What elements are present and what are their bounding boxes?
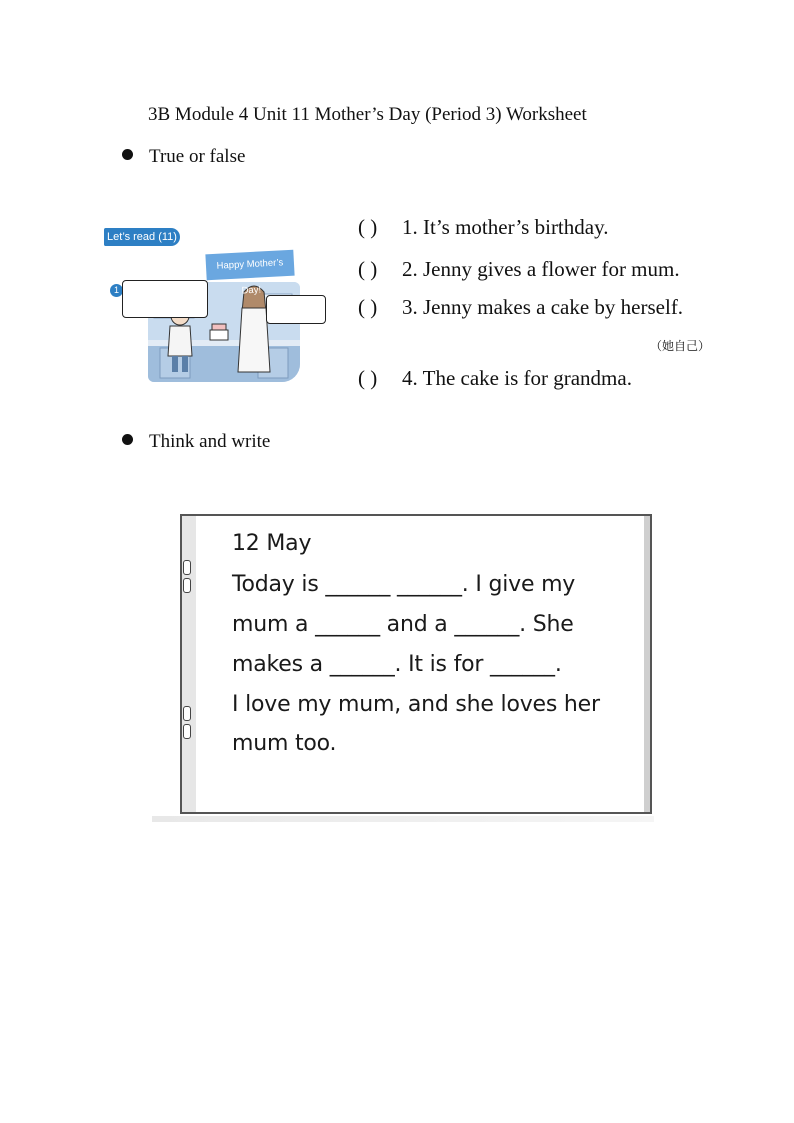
notebook-line: mum a ______ and a ______. She [232,612,574,637]
question-text: 1. It’s mother’s birthday. [402,215,609,239]
binder-ring-icon [183,724,191,739]
notebook-line: makes a ______. It is for ______. [232,652,562,677]
answer-blank[interactable]: ( ) [358,257,378,281]
binder-ring-icon [183,560,191,575]
notebook-shadow [152,816,654,822]
answer-blank[interactable]: ( ) [358,295,378,319]
panel-number: 1 [110,284,123,297]
notebook-line: Today is ______ ______. I give my [232,572,576,597]
notebook-line: mum too. [232,731,337,756]
speech-bubble-blank [266,295,326,324]
section-heading: True or false [149,146,246,167]
lets-read-tag: Let’s read (11) [104,228,180,246]
section-true-or-false [122,146,245,168]
speech-bubble-blank [122,280,208,318]
question-item [358,257,680,282]
notebook-edge [644,516,650,812]
answer-blank[interactable]: ( ) [358,366,378,390]
story-illustration [104,224,328,386]
section-heading: Think and write [149,431,271,452]
question-text: 2. Jenny gives a flower for mum. [402,257,680,281]
worksheet-title: 3B Module 4 Unit 11 Mother’s Day (Period 3) Worksheet [148,104,587,125]
section-think-and-write [122,431,270,453]
question-text: 3. Jenny makes a cake by herself. [402,295,684,319]
bullet-icon [122,149,133,160]
question-text: 4. The cake is for grandma. [402,366,632,390]
question-item [358,366,632,391]
chinese-gloss: （她自己） [650,339,711,353]
happy-mothers-day-banner: Happy Mother’s Day! [205,250,294,281]
notebook-line: 12 May [232,531,312,556]
answer-blank[interactable]: ( ) [358,215,378,239]
binder-ring-icon [183,706,191,721]
question-item [358,215,608,240]
bullet-icon [122,434,133,445]
question-item [358,295,683,320]
binder-ring-icon [183,578,191,593]
notebook-line: I love my mum, and she loves her [232,692,600,717]
